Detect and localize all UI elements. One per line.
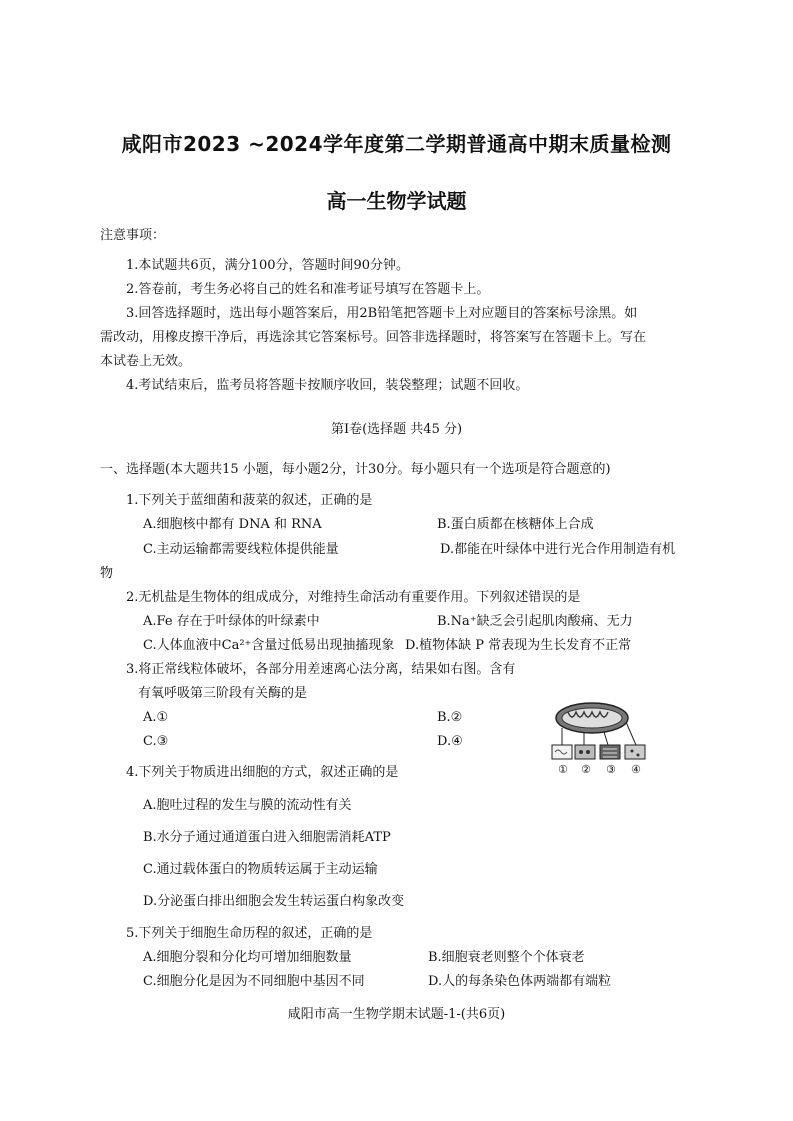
question-5-option-c: C.细胞分化是因为不同细胞中基因不同 [143,974,365,989]
mitochondria-fractionation-figure [548,700,668,780]
notice-item-1: 1.本试题共6页，满分100分，答题时间90分钟。 [126,258,410,273]
question-3-option-c: C.③ [143,734,169,749]
question-1-option-b: B.蛋白质都在核糖体上合成 [437,517,594,532]
question-1-option-d: D.都能在叶绿体中进行光合作用制造有机 [440,542,676,557]
notice-item-2: 2.答卷前，考生务必将自己的姓名和准考证号填写在答题卡上。 [126,282,490,297]
fraction-1-label: ① [558,763,568,776]
exam-title: 咸阳市2023 ~2024学年度第二学期普通高中期末质量检测 [121,132,672,156]
question-4-option-c: C.通过载体蛋白的物质转运属于主动运输 [143,862,378,877]
fraction-2-label: ② [581,763,591,776]
question-5-option-a: A.细胞分裂和分化均可增加细胞数量 [143,950,352,965]
notice-item-3: 3.回答选择题时，选出每小题答案后，用2B铅笔把答题卡上对应题目的答案标号涂黑。如 [126,306,638,321]
notice-item-3-cont2: 本试卷上无效。 [100,354,192,369]
fraction-2-box [575,745,595,759]
question-4-option-b: B.水分子通过通道蛋白进入细胞需消耗ATP [143,830,391,845]
question-2-option-b: B.Na⁺缺乏会引起肌肉酸痛、无力 [437,614,633,629]
question-1-option-d-cont: 物 [100,566,114,581]
part1-heading: 第Ⅰ卷(选择题 共45 分) [330,422,463,437]
question-5-option-d: D.人的每条染色体两端都有端粒 [428,974,612,989]
question-5-stem: 5.下列关于细胞生命历程的叙述，正确的是 [126,926,373,941]
question-4-option-d: D.分泌蛋白排出细胞会发生转运蛋白构象改变 [143,894,405,909]
fraction-4-box [625,745,645,759]
question-4-option-a: A.胞吐过程的发生与膜的流动性有关 [143,798,352,813]
question-4-stem: 4.下列关于物质进出细胞的方式，叙述正确的是 [126,765,399,780]
question-3-option-d: D.④ [437,734,463,749]
question-3-option-a: A.① [143,710,169,725]
fraction-3-label: ③ [606,763,616,776]
question-2-option-a: A.Fe 存在于叶绿体的叶绿素中 [143,614,320,629]
page-footer: 咸阳市高一生物学期末试题-1-(共6页) [287,1007,506,1022]
question-1-option-a: A.细胞核中都有 DNA 和 RNA [143,517,322,532]
question-2-stem: 2.无机盐是生物体的组成成分，对维持生命活动有重要作用。下列叙述错误的是 [126,590,581,605]
mitochondrion-diagram [548,700,668,780]
notice-heading: 注意事项： [100,228,166,243]
question-5-option-b: B.细胞衰老则整个个体衰老 [428,950,585,965]
exam-subtitle: 高一生物学试题 [326,189,467,213]
question-3-stem: 3.将正常线粒体破坏，各部分用差速离心法分离，结果如右图。含有 [126,662,516,677]
fraction-4-label: ④ [631,763,641,776]
question-2-option-c: C.人体血液中Ca²⁺含量过低易出现抽搐现象 [143,638,395,653]
section1-heading: 一、选择题(本大题共15 小题，每小题2分，计30分。每小题只有一个选项是符合题意的) [100,462,611,477]
question-3-stem-cont: 有氧呼吸第三阶段有关酶的是 [138,686,308,701]
question-1-option-c: C.主动运输都需要线粒体提供能量 [143,542,339,557]
question-1-stem: 1.下列关于蓝细菌和菠菜的叙述，正确的是 [126,493,373,508]
notice-item-4: 4.考试结束后，监考员将答题卡按顺序收回，装袋整理；试题不回收。 [126,378,529,393]
notice-item-3-cont: 需改动，用橡皮擦干净后，再选涂其它答案标号。回答非选择题时，将答案写在答题卡上。写在 [100,330,647,345]
question-2-option-d: D.植物体缺 P 常表现为生长发育不正常 [405,638,632,653]
question-3-option-b: B.② [437,710,463,725]
